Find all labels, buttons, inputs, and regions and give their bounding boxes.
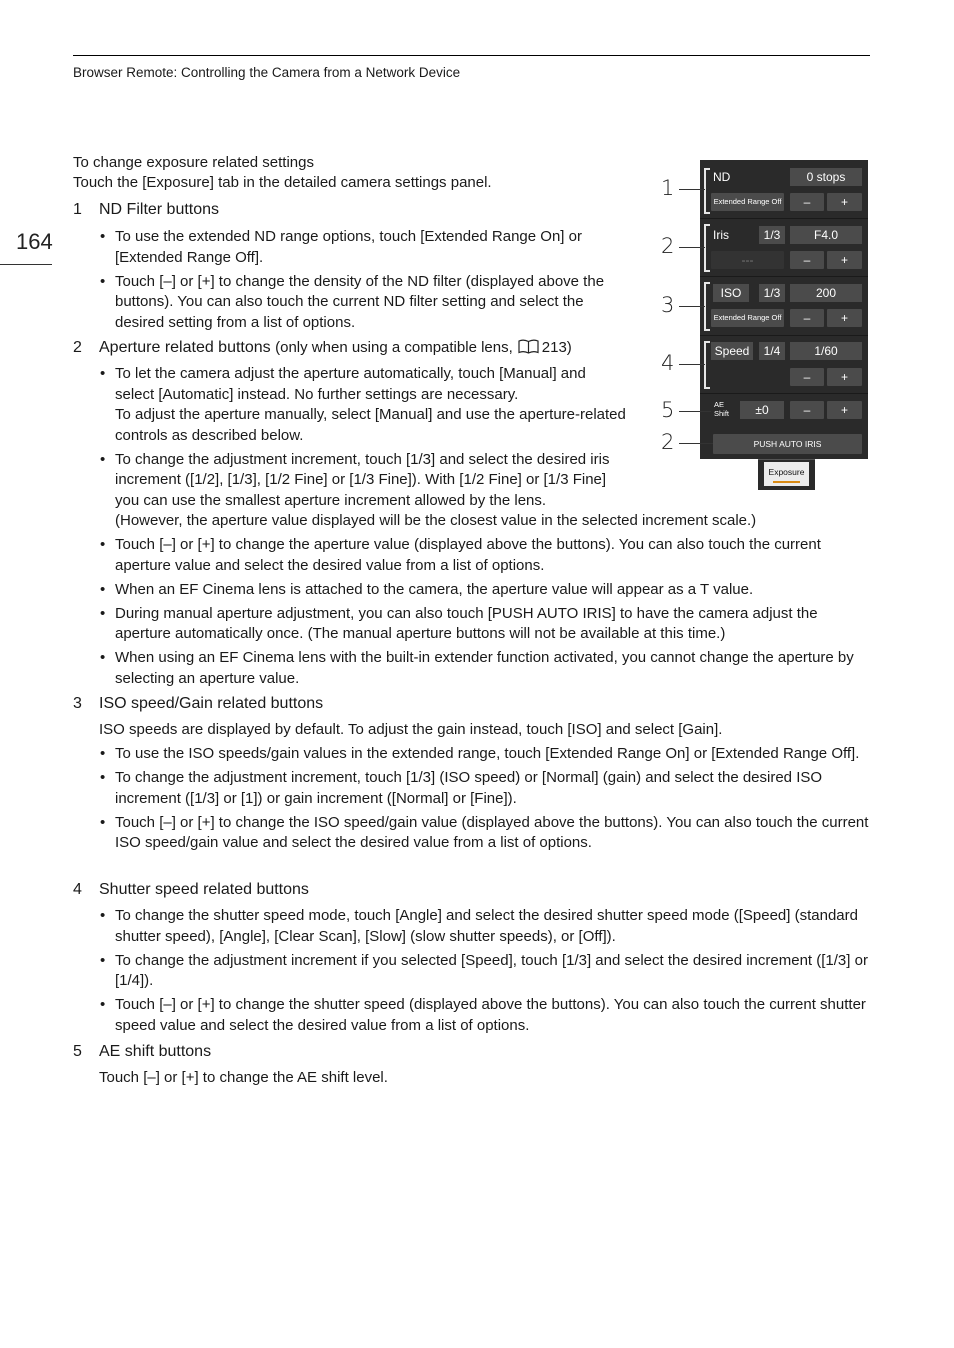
iris-plus-button[interactable]: +: [827, 251, 862, 269]
bullet-mark: •: [100, 272, 106, 290]
list-item-text: To change the adjustment increment, touch [1/3] and select the desired iris increment ([1/2], [1/3], [1/2 Fine] or [1/3 Fine]). With [1/2 Fine] or [1/3 Fine] you can use the smallest aperture increment allowed by the lens.: [115, 450, 610, 509]
item-heading-ae-shift: [73, 1043, 211, 1061]
ae-shift-label-top: AE: [714, 400, 725, 409]
group-bracket: [704, 168, 710, 214]
iso-extended-range-button[interactable]: Extended Range Off: [711, 309, 784, 327]
list-item: [99, 744, 870, 765]
page-number-rule: [0, 264, 52, 265]
bullet-mark: •: [100, 907, 106, 924]
list-item-text: When using an EF Cinema lens with the built-in extender function activated, you cannot change the aperture by selecting an aperture value.: [115, 649, 854, 687]
list-item: [99, 906, 870, 947]
list-item-text: To change the adjustment increment, touch [1/3] (ISO speed) or [Normal] (gain) and select the desired ISO increment ([1/3] or [1]) or gain increment ([Normal] or [Fine]).: [115, 769, 823, 807]
callout-number: 3: [661, 293, 675, 317]
nd-minus-button[interactable]: –: [790, 193, 824, 211]
iris-mode-button[interactable]: ---: [711, 251, 784, 269]
iso-plus-button[interactable]: +: [827, 309, 862, 327]
list-item-text: Touch [–] or [+] to change the ISO speed/gain value (displayed above the buttons). You can also touch the current ISO speed/gain value and select the desired value from a list of options.: [115, 813, 869, 851]
ae-shift-label-bottom: Shift: [714, 409, 730, 418]
callout-leader: [679, 364, 705, 365]
shutter-plus-button[interactable]: +: [827, 368, 862, 386]
ae-shift-minus-button[interactable]: –: [790, 401, 824, 419]
shutter-value-button[interactable]: 1/60: [790, 342, 862, 360]
exposure-tab-label: Exposure: [768, 467, 805, 477]
shutter-mode-button[interactable]: Speed: [711, 342, 753, 360]
item-title: Shutter speed related buttons: [99, 881, 309, 898]
item-intro-iso: ISO speeds are displayed by default. To adjust the gain instead, touch [ISO] and select [Gain].: [99, 721, 723, 738]
item-title: Aperture related buttons: [99, 339, 271, 356]
bullet-mark: •: [100, 580, 106, 598]
panel-divider: [700, 393, 868, 394]
callout-number: 4: [661, 351, 675, 375]
exposure-tab-container: [758, 459, 815, 490]
callout-leader: [679, 411, 711, 412]
bullet-mark: •: [100, 228, 106, 245]
list-item-text-continued: To adjust the aperture manually, select [Manual] and use the aperture-related controls as described below.: [115, 406, 626, 444]
iso-value-button[interactable]: 200: [790, 284, 862, 302]
callout-number: 2: [661, 234, 675, 258]
bullet-mark: •: [100, 996, 106, 1013]
list-item-text: To use the extended ND range options, touch [Extended Range On] or [Extended Range Off].: [115, 228, 582, 266]
item-title-note: (only when using a compatible lens,: [275, 339, 513, 356]
item-title: AE shift buttons: [99, 1043, 212, 1060]
iris-value-button[interactable]: F4.0: [790, 226, 862, 244]
shutter-increment-button[interactable]: 1/4: [759, 342, 785, 360]
bullet-mark: •: [100, 813, 106, 831]
item-number: 1: [73, 201, 82, 218]
shutter-minus-button[interactable]: –: [790, 368, 824, 386]
callout-number: 1: [661, 176, 675, 200]
panel-divider: [700, 335, 868, 336]
list-item: [99, 604, 870, 645]
page-reference: 213): [541, 339, 572, 356]
item-heading-iso: [73, 695, 323, 713]
list-item: [99, 450, 629, 512]
list-item-text: To use the ISO speeds/gain values in the extended range, touch [Extended Range On] or [Extended Range Off].: [115, 745, 860, 762]
nd-value-button[interactable]: 0 stops: [790, 168, 862, 186]
item-number: 5: [73, 1043, 82, 1060]
bullet-list-shutter: [99, 906, 870, 1040]
panel-divider: [700, 276, 868, 277]
bullet-mark: •: [100, 536, 106, 553]
iso-minus-button[interactable]: –: [790, 309, 824, 327]
page-number: 164: [16, 229, 53, 254]
bullet-mark: •: [100, 745, 106, 762]
nd-plus-button[interactable]: +: [827, 193, 862, 211]
section-title: To change exposure related settings: [73, 154, 314, 171]
list-item-text: Touch [–] or [+] to change the aperture value (displayed above the buttons). You can also touch the current aperture value and select the desired value from a list of options.: [115, 536, 821, 574]
group-bracket: [704, 341, 710, 389]
item-heading-aperture: [73, 339, 572, 357]
bullet-mark: •: [100, 604, 106, 622]
list-item-text: Touch [–] or [+] to change the density of the ND filter (displayed above the buttons). You can also touch the current ND filter setting and select the desired setting from a list of options.: [115, 272, 605, 331]
callout-leader: [679, 443, 713, 444]
iso-increment-button[interactable]: 1/3: [759, 284, 785, 302]
bullet-list-iso: [99, 744, 870, 857]
list-item-text: To change the shutter speed mode, touch [Angle] and select the desired shutter speed mode ([Speed] (standard shutter speed), [Angle], [Clear Scan], [Slow] (slow shutter speeds), or [Off]).: [115, 907, 858, 945]
exposure-tab[interactable]: [764, 462, 809, 486]
iso-mode-button[interactable]: ISO: [713, 284, 749, 302]
list-item: [99, 951, 870, 992]
callout-leader: [679, 247, 705, 248]
bullet-mark: •: [100, 450, 106, 468]
list-item-text: When an EF Cinema lens is attached to the camera, the aperture value will appear as a T value.: [115, 580, 754, 598]
bullet-mark: •: [100, 951, 106, 969]
iris-minus-button[interactable]: –: [790, 251, 824, 269]
nd-label: ND: [713, 170, 731, 184]
bullet-mark: •: [100, 365, 106, 382]
bullet-list-aperture-a: [99, 364, 629, 515]
running-head: Browser Remote: Controlling the Camera from a Network Device: [73, 65, 461, 80]
list-item-text: Touch [–] or [+] to change the shutter speed (displayed above the buttons). You can also touch the current shutter speed value and select the desired value from a list of options.: [115, 996, 866, 1034]
list-item: [99, 580, 870, 601]
bullet-mark: •: [100, 769, 106, 786]
list-item: [99, 995, 870, 1036]
item-heading-nd: [73, 201, 219, 219]
callout-number: 5: [661, 398, 675, 422]
push-auto-iris-button[interactable]: PUSH AUTO IRIS: [713, 434, 862, 454]
bullet-list-nd: [99, 227, 629, 337]
list-item: [99, 364, 629, 446]
iris-increment-button[interactable]: 1/3: [759, 226, 785, 244]
exposure-settings-panel: [700, 160, 868, 459]
bullet-list-aperture-b: [99, 535, 870, 693]
item-number: 3: [73, 695, 82, 712]
list-item-text-continued: (However, the aperture value displayed will be the closest value in the selected increment scale.): [115, 512, 757, 529]
item-number: 2: [73, 339, 82, 356]
book-icon: [518, 339, 539, 354]
item-number: 4: [73, 881, 82, 898]
list-item: [99, 813, 870, 854]
item-title: ND Filter buttons: [99, 201, 220, 218]
panel-divider: [700, 218, 868, 219]
section-intro: Touch the [Exposure] tab in the detailed camera settings panel.: [73, 174, 492, 191]
iris-label: Iris: [713, 228, 729, 242]
active-tab-indicator: [773, 481, 800, 483]
list-item: [99, 272, 629, 334]
ae-shift-value-button[interactable]: ±0: [740, 401, 784, 419]
list-item: [99, 768, 870, 809]
callout-leader: [679, 189, 705, 190]
header-rule: [73, 55, 870, 56]
nd-extended-range-button[interactable]: Extended Range Off: [711, 193, 784, 211]
ae-shift-plus-button[interactable]: +: [827, 401, 862, 419]
callout-leader: [679, 306, 705, 307]
bullet-mark: •: [100, 649, 106, 666]
list-item: [99, 535, 870, 576]
list-item-text: To let the camera adjust the aperture automatically, touch [Manual] and select [Automatic] instead. No further settings are necessary.: [115, 365, 586, 403]
list-item-text: During manual aperture adjustment, you can also touch [PUSH AUTO IRIS] to have the camera adjust the aperture automatically once. (The manual aperture buttons will not be available at this time.): [115, 604, 818, 642]
group-bracket: [704, 224, 710, 272]
item-title: ISO speed/Gain related buttons: [99, 695, 324, 712]
list-item-text: To change the adjustment increment if you selected [Speed], touch [1/3] and select the desired increment ([1/3] or [1/4]).: [115, 951, 868, 989]
item-heading-shutter: [73, 881, 309, 899]
callout-number: 2: [661, 430, 675, 454]
list-item: [99, 648, 870, 689]
list-item: [99, 227, 629, 268]
item-text-ae-shift: Touch [–] or [+] to change the AE shift level.: [99, 1069, 388, 1086]
